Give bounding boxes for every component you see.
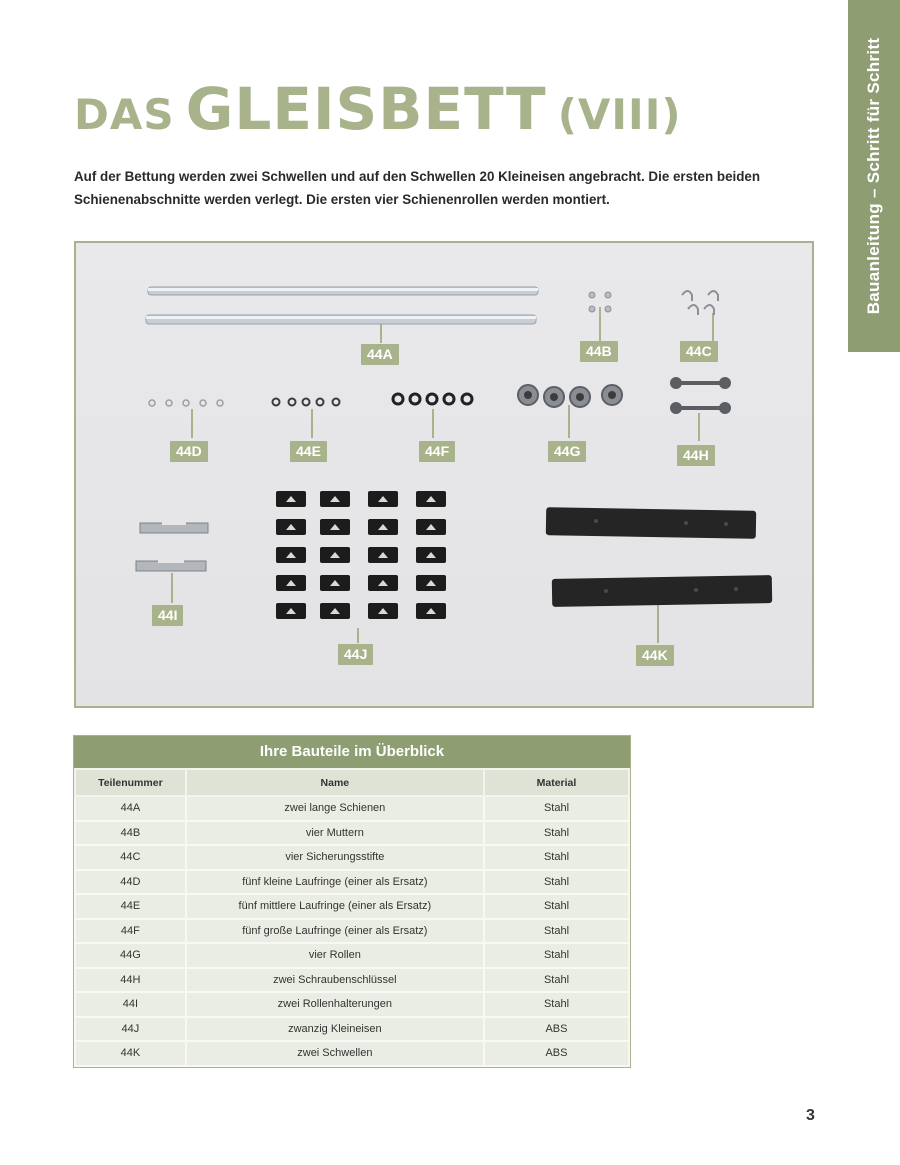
- part-number: 44B: [75, 821, 186, 846]
- part-material: Stahl: [484, 968, 629, 993]
- part-name: zwei Schraubenschlüssel: [186, 968, 484, 993]
- table-row: [75, 1017, 629, 1042]
- rails-44a: [146, 287, 538, 324]
- page-title: [74, 75, 682, 143]
- part-name: zwanzig Kleineisen: [186, 1017, 484, 1042]
- table-row: [75, 1041, 629, 1066]
- table-row: [75, 796, 629, 821]
- table-row: [75, 968, 629, 993]
- part-number: 44K: [75, 1041, 186, 1066]
- label-44h: 44H: [677, 445, 715, 466]
- label-44e: 44E: [290, 441, 327, 462]
- title-main: GLEISBETT: [185, 75, 547, 143]
- label-44a: 44A: [361, 344, 399, 365]
- part-material: ABS: [484, 1017, 629, 1042]
- table-row: [75, 870, 629, 895]
- intro-text: Auf der Bettung werden zwei Schwellen und auf den Schwellen 20 Kleineisen angebracht. Die ersten beiden Schienenabschnitte werden verlegt. Die ersten vier Schienenrollen werden montiert.: [74, 169, 761, 207]
- part-number: 44J: [75, 1017, 186, 1042]
- table-title: Ihre Bauteile im Überblick: [74, 736, 630, 768]
- part-number: 44D: [75, 870, 186, 895]
- part-number: 44I: [75, 992, 186, 1017]
- table-row: [75, 894, 629, 919]
- col-header-name: Name: [186, 769, 484, 796]
- label-44c: 44C: [680, 341, 718, 362]
- label-44b: 44B: [580, 341, 618, 362]
- parts-table: [74, 736, 630, 1067]
- part-name: zwei Schwellen: [186, 1041, 484, 1066]
- title-prefix: DAS: [74, 90, 175, 139]
- section-tab-label: Bauanleitung – Schritt für Schritt: [864, 37, 883, 315]
- table-row: [75, 821, 629, 846]
- part-name: vier Sicherungsstifte: [186, 845, 484, 870]
- label-44f: 44F: [419, 441, 455, 462]
- part-number: 44C: [75, 845, 186, 870]
- part-number: 44G: [75, 943, 186, 968]
- part-name: zwei Rollenhalterungen: [186, 992, 484, 1017]
- part-material: Stahl: [484, 943, 629, 968]
- page-number: 3: [806, 1107, 815, 1124]
- part-name: fünf kleine Laufringe (einer als Ersatz): [186, 870, 484, 895]
- parts-illustration: [76, 243, 812, 706]
- title-suffix: (VIII): [557, 90, 682, 139]
- part-name: vier Muttern: [186, 821, 484, 846]
- label-44k: 44K: [636, 645, 674, 666]
- part-name: vier Rollen: [186, 943, 484, 968]
- label-44g: 44G: [548, 441, 586, 462]
- part-name: fünf mittlere Laufringe (einer als Ersatz): [186, 894, 484, 919]
- part-name: zwei lange Schienen: [186, 796, 484, 821]
- part-number: 44F: [75, 919, 186, 944]
- part-material: Stahl: [484, 821, 629, 846]
- part-number: 44E: [75, 894, 186, 919]
- section-tab: [848, 0, 900, 352]
- part-material: Stahl: [484, 919, 629, 944]
- part-material: Stahl: [484, 992, 629, 1017]
- part-number: 44A: [75, 796, 186, 821]
- col-header-material: Material: [484, 769, 629, 796]
- part-material: Stahl: [484, 894, 629, 919]
- label-44j: 44J: [338, 644, 373, 665]
- table-row: [75, 992, 629, 1017]
- part-number: 44H: [75, 968, 186, 993]
- label-44d: 44D: [170, 441, 208, 462]
- table-header-row: [75, 769, 629, 796]
- part-material: Stahl: [484, 796, 629, 821]
- part-name: fünf große Laufringe (einer als Ersatz): [186, 919, 484, 944]
- parts-photo: [74, 241, 814, 708]
- sleepers-44k: [546, 507, 772, 607]
- part-material: Stahl: [484, 845, 629, 870]
- table-row: [75, 943, 629, 968]
- table-row: [75, 919, 629, 944]
- table-row: [75, 845, 629, 870]
- clips-44j: [276, 491, 446, 619]
- part-material: Stahl: [484, 870, 629, 895]
- col-header-part-number: Teilenummer: [75, 769, 186, 796]
- label-44i: 44I: [152, 605, 183, 626]
- part-material: ABS: [484, 1041, 629, 1066]
